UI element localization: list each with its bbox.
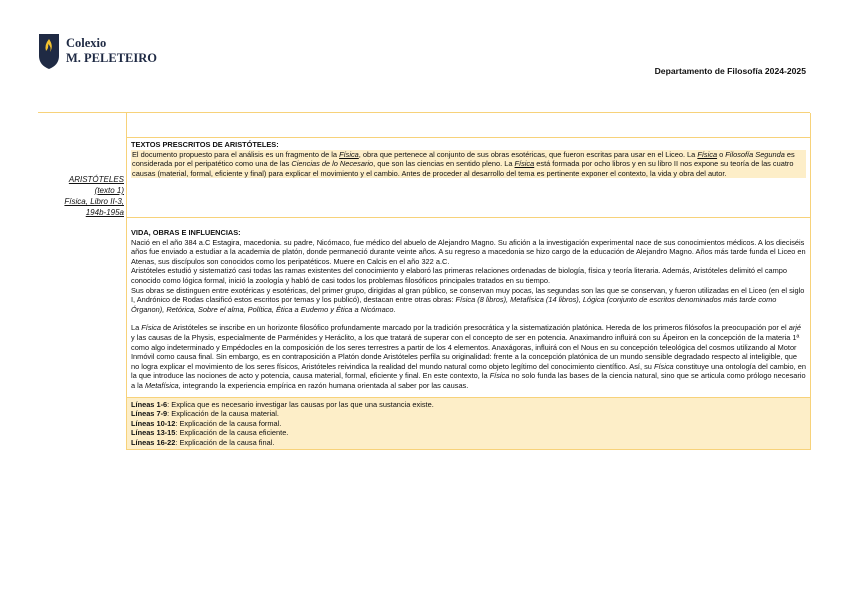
knowledge-paragraph: Aristóteles estudió y sistematizó casi todas las ramas existentes del conocimiento y elaboró las primeras relaciones ordenadas de biología, física y teoría literaria. Además, Aristóteles delimitó el campo conocido como lógica formal, inició la zoología y habló de casi todos los problemas filosóficos principales tratados en su tiempo.: [131, 266, 788, 285]
section1-title: TEXTOS PRESCRITOS DE ARISTÓTELES:: [131, 140, 279, 149]
line-item: Líneas 1-6: Explica que es necesario investigar las causas por las que una sustancia existe.: [131, 399, 434, 409]
line-item: Líneas 16-22: Explicación de la causa final.: [131, 437, 275, 447]
influences-paragraph: La Física de Aristóteles se inscribe en un horizonte filosófico profundamente marcado por la tradición presocrática y la sistematización platónica. Hereda de los primeros filósofos la preocupación por el arjé y las causas de la Physis, especialmente de Parménides y Heráclito, a los que tratará de superar con el concepto de ser en potencia. Anaximandro influirá con su Ápeiron en la concepción de la materia 1ª como algo indeterminado y Empédocles en la composición de los seres terrestres a partir de los 4 elementos. Anaxágoras, influirá con el Nous en su concepción teleológica del cosmos utilizando al Motor Inmóvil como causa final. Sin embargo, es en contraposición a Platón donde Aristóteles perfila su originalidad: frente a la concepción platónica de un mundo sensible degradado respecto al inteligible, que no logra explicar el movimiento de los seres físicos, Aristóteles reivindica la realidad del mundo natural como objeto legítimo del conocimiento científico. Así, su Física constituye una ontología del cambio, en la que introduce las nociones de acto y potencia, causa material, formal, eficiente y final. En este contexto, la Física no solo funda las bases de la ciencia natural, sino que se articula como prólogo necesario a la Metafísica, integrando la experiencia empírica en razón humana orientada al saber por las causas.: [131, 323, 806, 390]
prescribed-texts-section: [126, 137, 811, 218]
logo-line-2: M. PELETEIRO: [66, 51, 157, 65]
ref-work: Física, Libro II-3,: [64, 197, 124, 206]
document-table: [38, 113, 811, 450]
ref-author: ARISTÓTELES: [68, 175, 124, 184]
text-reference: [38, 137, 126, 218]
line-item: Líneas 7-9: Explicación de la causa material.: [131, 409, 279, 419]
bio-paragraph: Nació en el año 384 a.C Estagira, macedonia. su padre, Nicómaco, fue médico del abuelo de Alejandro Magno. Su afición a la investigación experimental nace de sus conocimientos médicos. A los dieciséis años fue enviado a estudiar a la academia de platón, donde permaneció durante veinte años. A su regreso a macedonia se hizo cargo de la educación de Alejandro Magno. Años más tarde funda el Liceo en Atenas, sus discípulos son conocidos como los peripatéticos. Muere en Calcis en el año 322 a.C.: [131, 237, 806, 266]
school-logo: [38, 32, 157, 70]
life-works-section: [126, 218, 811, 398]
logo-line-1: Colexio: [66, 36, 107, 50]
line-item: Líneas 10-12: Explicación de la causa formal.: [131, 418, 282, 428]
lines-section: [126, 398, 811, 451]
ref-text-num: (texto 1): [94, 186, 124, 195]
works-paragraph: Sus obras se distinguen entre exotéricas y esotéricas, del primer grupo, dirigidas al gran público, se conservan muy pocas, las segundas son las que se conservan, y fueron utilizadas en el Liceo (en el siglo I, Andrónico de Rodas clasificó estos escritos por temas y los publicó), destacan entre otras obras: Física (8 libros), Metafísica (14 libros), Lógica (conjunto de escritos denominados más tarde como Órganon), Retórica, Sobre el alma, Política, Ética a Eudemo y Ética a Nicómaco.: [131, 285, 805, 314]
ref-pages: 194b-195a: [85, 208, 124, 217]
section1-paragraph: El documento propuesto para el análisis es un fragmento de la Física, obra que pertenece al conjunto de sus obras esotéricas, que fueron escritas para usar en el Liceo. La Física o Filosofía Segunda es considerada por el peripatético como una de las Ciencias de lo Necesario, que son las ciencias en sentido pleno. La Física está formada por ocho libros y en su libro II nos expone su teoría de las cuatro causas (material, formal, eficiente y final) para explicar el movimiento y el cambio. Antes de proceder al desarrollo del tema es pertinente exponer el contexto, la vida y obra del autor.: [131, 150, 806, 179]
shield-icon: [38, 32, 60, 70]
department-title: Departamento de Filosofía 2024-2025: [654, 66, 806, 76]
section2-title: VIDA, OBRAS E INFLUENCIAS:: [131, 228, 241, 237]
line-item: Líneas 13-15: Explicación de la causa eficiente.: [131, 428, 289, 438]
